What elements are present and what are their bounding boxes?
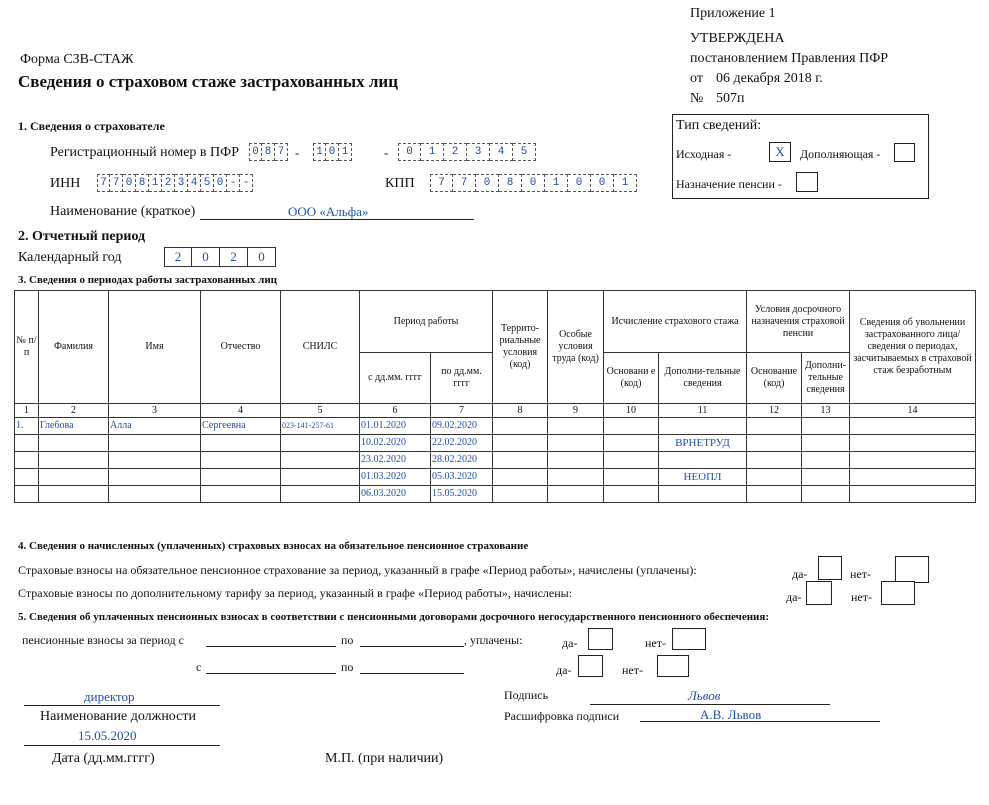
header-num: № п/п	[15, 291, 39, 404]
org-name-value[interactable]: ООО «Альфа»	[288, 204, 369, 219]
cell-territorial[interactable]	[493, 435, 548, 452]
header-insurance: Исчисление страхового стажа	[604, 291, 747, 353]
section4-line2: Страховые взносы по дополнительному тарифу за период, указанный в графе «Период работы», начислены:	[18, 586, 573, 600]
cell-additional[interactable]	[659, 418, 747, 435]
s4-line2-no-checkbox[interactable]	[881, 581, 915, 605]
col-number: 2	[39, 404, 109, 418]
approved-number: 507п	[716, 91, 745, 106]
cell-surname[interactable]	[39, 469, 109, 486]
inn-digit: -	[240, 174, 253, 192]
kpp-label: КПП	[385, 176, 415, 191]
cell-special[interactable]	[548, 452, 604, 469]
kpp-digit: 0	[476, 174, 499, 192]
section2-title: 2. Отчетный период	[18, 229, 146, 244]
inn-digit: 3	[175, 174, 188, 192]
form-title: Сведения о страховом стаже застрахованных лиц	[18, 72, 399, 91]
section4-line1: Страховые взносы на обязательное пенсионное страхование за период, указанный в графе «Период работы», начислены (уплачены):	[18, 563, 697, 577]
s5-no-label: нет-	[645, 636, 666, 650]
cell-snils[interactable]	[281, 452, 360, 469]
cell-snils[interactable]	[281, 486, 360, 503]
cell-patronymic[interactable]	[201, 486, 281, 503]
cell-dismissal[interactable]	[850, 486, 976, 503]
position-value[interactable]: директор	[84, 689, 135, 704]
position-label: Наименование должности	[40, 709, 196, 724]
cell-additional[interactable]: НЕОПЛ	[659, 469, 747, 486]
cell-from[interactable]: 06.03.2020	[360, 486, 431, 503]
position-underline	[24, 705, 220, 706]
cell-patronymic[interactable]	[201, 452, 281, 469]
year-digit: 2	[220, 247, 248, 267]
cell-territorial[interactable]	[493, 469, 548, 486]
col-number: 10	[604, 404, 659, 418]
col-number: 5	[281, 404, 360, 418]
cell-from[interactable]: 01.01.2020	[360, 418, 431, 435]
col-number: 6	[360, 404, 431, 418]
cell-special[interactable]	[548, 486, 604, 503]
kpp-digit: 0	[522, 174, 545, 192]
inn-digit: 7	[97, 174, 110, 192]
s5-to2-field[interactable]	[360, 673, 464, 674]
header-name: Имя	[109, 291, 201, 404]
header-additional: Дополни-тельные сведения	[659, 353, 747, 404]
s5-from2-field[interactable]	[206, 673, 336, 674]
s4-line1-yes-checkbox[interactable]	[818, 556, 842, 580]
s5-yes-label: да-	[562, 636, 578, 650]
date-label: Дата (дд.мм.гггг)	[52, 751, 155, 766]
info-type-title: Тип сведений:	[676, 118, 762, 133]
cell-surname[interactable]: Глебова	[39, 418, 109, 435]
year-label: Календарный год	[18, 250, 122, 265]
col-number: 9	[548, 404, 604, 418]
cell-surname[interactable]	[39, 486, 109, 503]
column-numbers-row	[15, 404, 976, 418]
section5-title: 5. Сведения об уплаченных пенсионных взносах в соответствии с пенсионными договорами досрочного негосударственного пенсионного обеспечения:	[18, 611, 770, 623]
inn-digit: 2	[162, 174, 175, 192]
reg-digit: 1	[421, 143, 444, 161]
kpp-digit: 1	[545, 174, 568, 192]
approved-number-prefix: №	[690, 91, 704, 106]
appendix-label: Приложение 1	[690, 6, 776, 21]
reg-digit: 5	[513, 143, 536, 161]
kpp-digit: 7	[430, 174, 453, 192]
col-number: 7	[431, 404, 493, 418]
cell-territorial[interactable]	[493, 486, 548, 503]
cell-additional2[interactable]	[802, 452, 850, 469]
header-period: Период работы	[360, 291, 493, 353]
supplement-checkbox[interactable]	[894, 143, 915, 162]
reg-part-2[interactable]	[313, 143, 352, 163]
header-dismissal: Сведения об увольнении застрахованного лица/сведения о периодах, засчитываемых в страховой стаж безработным	[850, 291, 976, 404]
approved-date-prefix: от	[690, 71, 703, 86]
col-number: 4	[201, 404, 281, 418]
col-number: 1	[15, 404, 39, 418]
kpp-digit: 0	[568, 174, 591, 192]
s5-by-label: по	[341, 633, 354, 647]
cell-snils[interactable]	[281, 435, 360, 452]
inn-digit: -	[227, 174, 240, 192]
kpp-field[interactable]	[430, 174, 637, 194]
org-name-label: Наименование (краткое)	[50, 204, 196, 219]
table-row	[15, 418, 976, 435]
inn-digit: 0	[123, 174, 136, 192]
s5-paid-label: , уплачены:	[464, 633, 523, 647]
cell-basis2[interactable]	[747, 452, 802, 469]
section4-title: 4. Сведения о начисленных (уплаченных) страховых взносах на обязательное пенсионное страхование	[18, 540, 529, 552]
s5-by-label: по	[341, 660, 354, 674]
s4-yes-label: да-	[792, 567, 808, 581]
sign-label: Подпись	[504, 688, 549, 702]
inn-digit: 0	[214, 174, 227, 192]
cell-from[interactable]: 10.02.2020	[360, 435, 431, 452]
inn-label: ИНН	[50, 176, 81, 191]
cell-basis2[interactable]	[747, 486, 802, 503]
table-row	[15, 435, 976, 452]
initial-label: Исходная -	[676, 147, 732, 161]
approved-title: УТВЕРЖДЕНА	[690, 31, 785, 46]
s5-no-label: нет-	[622, 663, 643, 677]
reg-digit: 1	[313, 143, 326, 161]
s4-line2-yes-checkbox[interactable]	[806, 581, 832, 605]
cell-name[interactable]	[109, 452, 201, 469]
s5-from-field[interactable]	[206, 646, 336, 647]
inn-field[interactable]	[97, 174, 253, 194]
reg-digit: 0	[249, 143, 262, 161]
cell-special[interactable]	[548, 469, 604, 486]
reg-digit: 1	[339, 143, 352, 161]
col-number: 14	[850, 404, 976, 418]
decode-label: Расшифровка подписи	[504, 709, 620, 723]
header-early: Условия досрочного назначения страховой пенсии	[747, 291, 850, 353]
reg-part-3[interactable]	[398, 143, 536, 163]
cell-patronymic[interactable]	[201, 435, 281, 452]
header-basis2: Основание (код)	[747, 353, 802, 404]
cell-to[interactable]: 09.02.2020	[431, 418, 493, 435]
cell-to[interactable]: 05.03.2020	[431, 469, 493, 486]
cell-basis2[interactable]	[747, 469, 802, 486]
date-underline	[24, 745, 220, 746]
year-digit: 0	[248, 247, 276, 267]
col-number: 13	[802, 404, 850, 418]
year-digit: 0	[192, 247, 220, 267]
pension-checkbox[interactable]	[796, 172, 818, 192]
s4-yes-label: да-	[786, 590, 802, 604]
cell-additional[interactable]: ВРНЕТРУД	[659, 435, 747, 452]
kpp-digit: 8	[499, 174, 522, 192]
header-basis: Основани е (код)	[604, 353, 659, 404]
table-row	[15, 452, 976, 469]
header-special: Особые условия труда (код)	[548, 291, 604, 404]
cell-dismissal[interactable]	[850, 435, 976, 452]
cell-patronymic[interactable]	[201, 469, 281, 486]
col-number: 11	[659, 404, 747, 418]
date-value[interactable]: 15.05.2020	[78, 728, 137, 743]
col-number: 8	[493, 404, 548, 418]
header-additional2: Дополни-тельные сведения	[802, 353, 850, 404]
cell-snils[interactable]: 023-141-257-61	[281, 418, 360, 435]
reg-digit: 0	[398, 143, 421, 161]
inn-digit: 5	[201, 174, 214, 192]
reg-digit: 4	[490, 143, 513, 161]
cell-num[interactable]: 1.	[15, 418, 39, 435]
form-name: Форма СЗВ-СТАЖ	[20, 52, 134, 67]
s5-line1-prefix: пенсионные взносы за период с	[22, 633, 184, 647]
cell-name[interactable]	[109, 435, 201, 452]
s5-line1-yes-checkbox[interactable]	[588, 628, 613, 650]
s5-line1-no-checkbox[interactable]	[672, 628, 706, 650]
reg-digit: 3	[467, 143, 490, 161]
s5-line2-yes-checkbox[interactable]	[578, 655, 603, 677]
cell-num[interactable]	[15, 452, 39, 469]
cell-basis2[interactable]	[747, 435, 802, 452]
approved-date: 06 декабря 2018 г.	[716, 71, 823, 86]
cell-territorial[interactable]	[493, 418, 548, 435]
year-digit: 2	[164, 247, 192, 267]
cell-num[interactable]	[15, 469, 39, 486]
table-row	[15, 486, 976, 503]
kpp-digit: 7	[453, 174, 476, 192]
s4-no-label: нет-	[851, 590, 872, 604]
reg-digit: 2	[444, 143, 467, 161]
reg-part-1[interactable]	[249, 143, 288, 163]
s5-line2-no-checkbox[interactable]	[657, 655, 689, 677]
reg-number-label: Регистрационный номер в ПФР	[50, 145, 239, 160]
col-number: 3	[109, 404, 201, 418]
cell-territorial[interactable]	[493, 452, 548, 469]
cell-basis[interactable]	[604, 469, 659, 486]
approved-by: постановлением Правления ПФР	[690, 51, 889, 66]
section3-title: 3. Сведения о периодах работы застрахованных лиц	[18, 274, 278, 286]
cell-special[interactable]	[548, 435, 604, 452]
year-field[interactable]	[164, 247, 276, 267]
cell-name[interactable]	[109, 486, 201, 503]
cell-patronymic[interactable]: Сергеевна	[201, 418, 281, 435]
cell-basis2[interactable]	[747, 418, 802, 435]
table-row	[15, 469, 976, 486]
inn-digit: 7	[110, 174, 123, 192]
cell-additional[interactable]	[659, 452, 747, 469]
kpp-digit: 1	[614, 174, 637, 192]
cell-to[interactable]: 22.02.2020	[431, 435, 493, 452]
reg-digit: 0	[326, 143, 339, 161]
cell-to[interactable]: 28.02.2020	[431, 452, 493, 469]
reg-digit: 7	[275, 143, 288, 161]
cell-dismissal[interactable]	[850, 418, 976, 435]
sign-value[interactable]: Львов	[688, 688, 721, 703]
cell-dismissal[interactable]	[850, 452, 976, 469]
cell-num[interactable]	[15, 486, 39, 503]
s5-yes-label: да-	[556, 663, 572, 677]
cell-additional2[interactable]	[802, 486, 850, 503]
s4-line1-no-checkbox[interactable]	[895, 556, 929, 583]
cell-additional2[interactable]	[802, 435, 850, 452]
cell-surname[interactable]	[39, 452, 109, 469]
cell-surname[interactable]	[39, 435, 109, 452]
reg-dash: -	[295, 145, 300, 160]
header-territorial: Террито-риальные условия (код)	[493, 291, 548, 404]
header-from: с дд.мм. гггг	[360, 353, 431, 404]
inn-digit: 4	[188, 174, 201, 192]
cell-num[interactable]	[15, 435, 39, 452]
section1-title: 1. Сведения о страхователе	[18, 119, 165, 133]
initial-checkbox[interactable]: X	[769, 142, 791, 162]
cell-basis[interactable]	[604, 452, 659, 469]
header-surname: Фамилия	[39, 291, 109, 404]
cell-name[interactable]: Алла	[109, 418, 201, 435]
header-snils: СНИЛС	[281, 291, 360, 404]
cell-from[interactable]: 23.02.2020	[360, 452, 431, 469]
sign-underline	[590, 704, 830, 705]
cell-basis[interactable]	[604, 418, 659, 435]
cell-from[interactable]: 01.03.2020	[360, 469, 431, 486]
cell-additional2[interactable]	[802, 469, 850, 486]
s5-to-field[interactable]	[360, 646, 464, 647]
supplement-label: Дополняющая -	[800, 147, 881, 161]
kpp-digit: 0	[591, 174, 614, 192]
header-patronymic: Отчество	[201, 291, 281, 404]
header-to: по дд.мм. гггг	[431, 353, 493, 404]
inn-digit: 1	[149, 174, 162, 192]
decode-underline	[640, 721, 880, 722]
work-periods-table	[14, 290, 976, 503]
cell-name[interactable]	[109, 469, 201, 486]
reg-dash: -	[384, 145, 389, 160]
col-number: 12	[747, 404, 802, 418]
cell-additional2[interactable]	[802, 418, 850, 435]
decode-value[interactable]: А.В. Львов	[700, 707, 762, 722]
cell-basis[interactable]	[604, 486, 659, 503]
inn-digit: 8	[136, 174, 149, 192]
stamp-label: М.П. (при наличии)	[325, 751, 444, 766]
pension-label: Назначение пенсии -	[676, 177, 782, 191]
s5-from2-label: с	[196, 660, 202, 674]
cell-special[interactable]	[548, 418, 604, 435]
cell-to[interactable]: 15.05.2020	[431, 486, 493, 503]
cell-dismissal[interactable]	[850, 469, 976, 486]
cell-snils[interactable]	[281, 469, 360, 486]
s4-no-label: нет-	[850, 567, 871, 581]
reg-digit: 8	[262, 143, 275, 161]
cell-additional[interactable]	[659, 486, 747, 503]
cell-basis[interactable]	[604, 435, 659, 452]
